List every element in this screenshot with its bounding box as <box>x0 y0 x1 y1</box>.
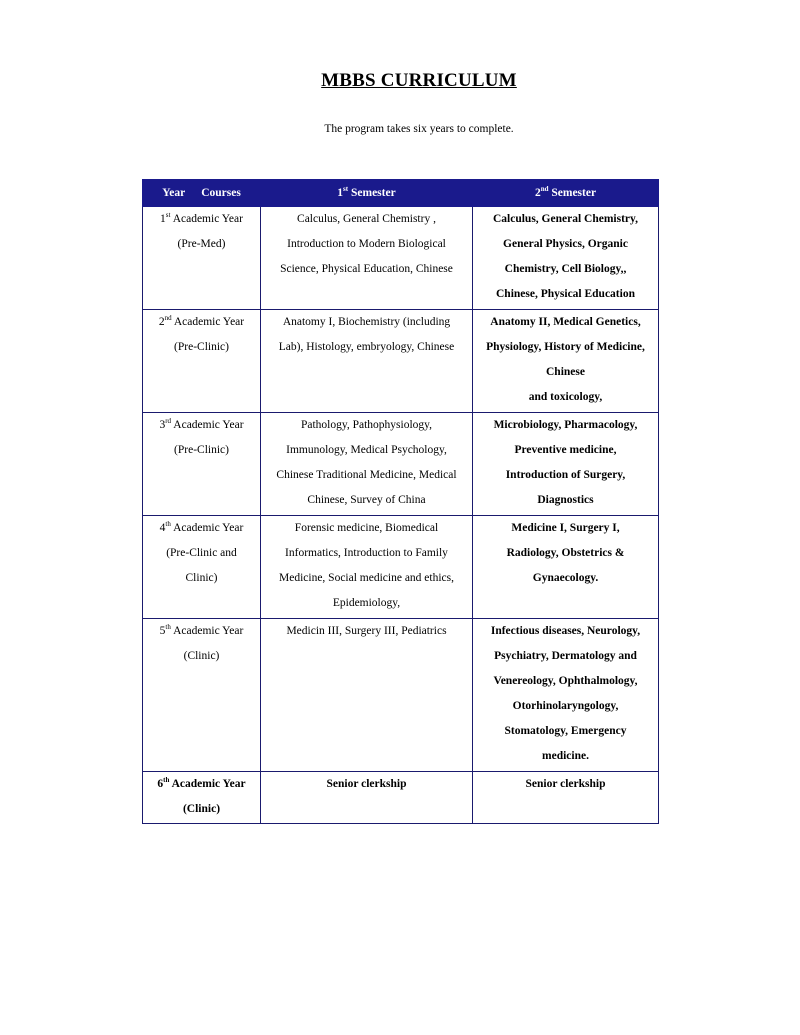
semester-1-course-line: Informatics, Introduction to Family <box>285 547 448 559</box>
year-label <box>147 413 256 438</box>
semester-1-cell <box>261 310 473 413</box>
year-number: 5 <box>159 625 166 637</box>
header-semester-1-label: Semester <box>350 187 396 199</box>
semester-2-cell <box>473 310 659 413</box>
year-suffix: st <box>165 211 171 219</box>
year-cell <box>143 413 261 516</box>
semester-1-cell <box>261 516 473 619</box>
year-cell <box>143 516 261 619</box>
year-phase: (Pre-Clinic and <box>166 547 237 559</box>
year-phase: (Pre-Med) <box>177 238 226 250</box>
year-label <box>147 772 256 797</box>
table-row <box>143 516 659 619</box>
semester-2-course-line: Psychiatry, Dermatology and <box>494 650 637 662</box>
curriculum-table <box>142 179 659 824</box>
year-phase: (Clinic) <box>183 650 220 662</box>
year-phase: (Clinic) <box>182 803 221 815</box>
table-row <box>143 207 659 310</box>
year-text: Academic Year <box>169 778 246 790</box>
year-suffix: rd <box>165 417 172 425</box>
semester-2-course-line: Senior clerkship <box>525 778 606 790</box>
semester-2-course-line: Infectious diseases, Neurology, <box>490 625 641 637</box>
table-row <box>143 619 659 772</box>
semester-2-course-line: and toxicology, <box>528 391 603 403</box>
header-year-label: Year <box>162 187 186 199</box>
semester-1-course-line: Anatomy I, Biochemistry (including <box>282 316 451 328</box>
semester-2-cell <box>473 772 659 824</box>
year-number: 6 <box>157 778 164 790</box>
semester-2-cell <box>473 207 659 310</box>
semester-1-cell <box>261 772 473 824</box>
year-cell <box>143 772 261 824</box>
header-semester-1-suffix: st <box>343 185 349 193</box>
year-text: Academic Year <box>171 419 244 431</box>
semester-1-course-line: Epidemiology, <box>332 597 401 609</box>
semester-1-course-line: Lab), Histology, embryology, Chinese <box>278 341 455 353</box>
semester-2-course-line: medicine. <box>542 750 589 762</box>
year-suffix: th <box>165 520 171 528</box>
year-label <box>147 207 256 232</box>
semester-2-course-line: Physiology, History of Medicine, <box>486 341 645 353</box>
year-label <box>147 619 256 644</box>
year-cell <box>143 619 261 772</box>
semester-1-course-line: Forensic medicine, Biomedical <box>294 522 439 534</box>
page-title: MBBS CURRICULUM <box>321 70 517 91</box>
semester-2-course-line: Radiology, Obstetrics & <box>506 547 625 559</box>
table-row <box>143 772 659 824</box>
year-number: 4 <box>159 522 166 534</box>
year-text: Academic Year <box>170 625 244 637</box>
header-year-courses <box>143 180 261 207</box>
year-phase: (Pre-Clinic) <box>174 341 229 353</box>
semester-2-cell <box>473 413 659 516</box>
year-number: 3 <box>159 419 166 431</box>
semester-2-cell <box>473 516 659 619</box>
header-semester-1 <box>261 180 473 207</box>
semester-2-course-line: Diagnostics <box>537 494 594 506</box>
header-courses-label: Courses <box>201 187 241 199</box>
semester-1-course-line: Immunology, Medical Psychology, <box>286 444 447 456</box>
header-semester-1-number: 1 <box>337 187 344 199</box>
year-text: Academic Year <box>171 316 245 328</box>
semester-2-cell <box>473 619 659 772</box>
semester-1-course-line: Pathology, Pathophysiology, <box>300 419 433 431</box>
semester-2-course-line: Preventive medicine, <box>514 444 617 456</box>
semester-2-course-line: Chinese <box>546 366 585 378</box>
semester-1-course-line: Calculus, General Chemistry , <box>297 213 436 225</box>
semester-2-course-line: Calculus, General Chemistry, <box>492 213 639 225</box>
header-semester-2-number: 2 <box>534 187 541 199</box>
year-text: Academic Year <box>170 522 244 534</box>
year-phase: (Pre-Clinic) <box>174 444 229 456</box>
header-row <box>143 180 659 207</box>
semester-2-course-line: Introduction of Surgery, <box>505 469 626 481</box>
semester-1-course-line: Chinese, Survey of China <box>307 494 426 506</box>
header-semester-2-suffix: nd <box>540 185 549 193</box>
year-number: 2 <box>158 316 165 328</box>
semester-1-course-line: Medicin III, Surgery III, Pediatrics <box>286 625 447 637</box>
semester-1-course-line: Introduction to Modern Biological <box>287 238 446 250</box>
semester-1-course-line: Science, Physical Education, Chinese <box>280 263 453 275</box>
year-cell <box>143 310 261 413</box>
page-subtitle: The program takes six years to complete. <box>324 123 514 135</box>
semester-2-course-line: Medicine I, Surgery I, <box>511 522 620 534</box>
semester-1-cell <box>261 413 473 516</box>
semester-2-course-line: Otorhinolaryngology, <box>512 700 619 712</box>
year-number: 1 <box>160 213 166 225</box>
semester-1-cell <box>261 207 473 310</box>
table-row <box>143 310 659 413</box>
year-suffix: nd <box>164 314 172 322</box>
semester-1-cell <box>261 619 473 772</box>
semester-1-course-line: Senior clerkship <box>326 778 407 790</box>
semester-1-course-line: Chinese Traditional Medicine, Medical <box>276 469 457 481</box>
year-cell <box>143 207 261 310</box>
semester-2-course-line: Gynaecology. <box>532 572 599 584</box>
semester-2-course-line: General Physics, Organic <box>503 238 628 250</box>
header-semester-2 <box>473 180 659 207</box>
semester-2-course-line: Venereology, Ophthalmology, <box>493 675 638 687</box>
semester-2-course-line: Microbiology, Pharmacology, <box>493 419 638 431</box>
year-suffix: th <box>163 776 170 784</box>
semester-2-course-line: Chinese, Physical Education <box>496 288 635 300</box>
year-label <box>147 516 256 541</box>
year-label <box>147 310 256 335</box>
table-row <box>143 413 659 516</box>
year-text: Academic Year <box>170 213 243 225</box>
semester-2-course-line: Anatomy II, Medical Genetics, <box>490 316 641 328</box>
header-semester-2-label: Semester <box>551 187 597 199</box>
year-phase: Clinic) <box>185 572 218 584</box>
semester-1-course-line: Medicine, Social medicine and ethics, <box>279 572 454 584</box>
year-suffix: th <box>165 623 171 631</box>
semester-2-course-line: Stomatology, Emergency <box>504 725 627 737</box>
semester-2-course-line: Chemistry, Cell Biology,, <box>504 263 627 275</box>
